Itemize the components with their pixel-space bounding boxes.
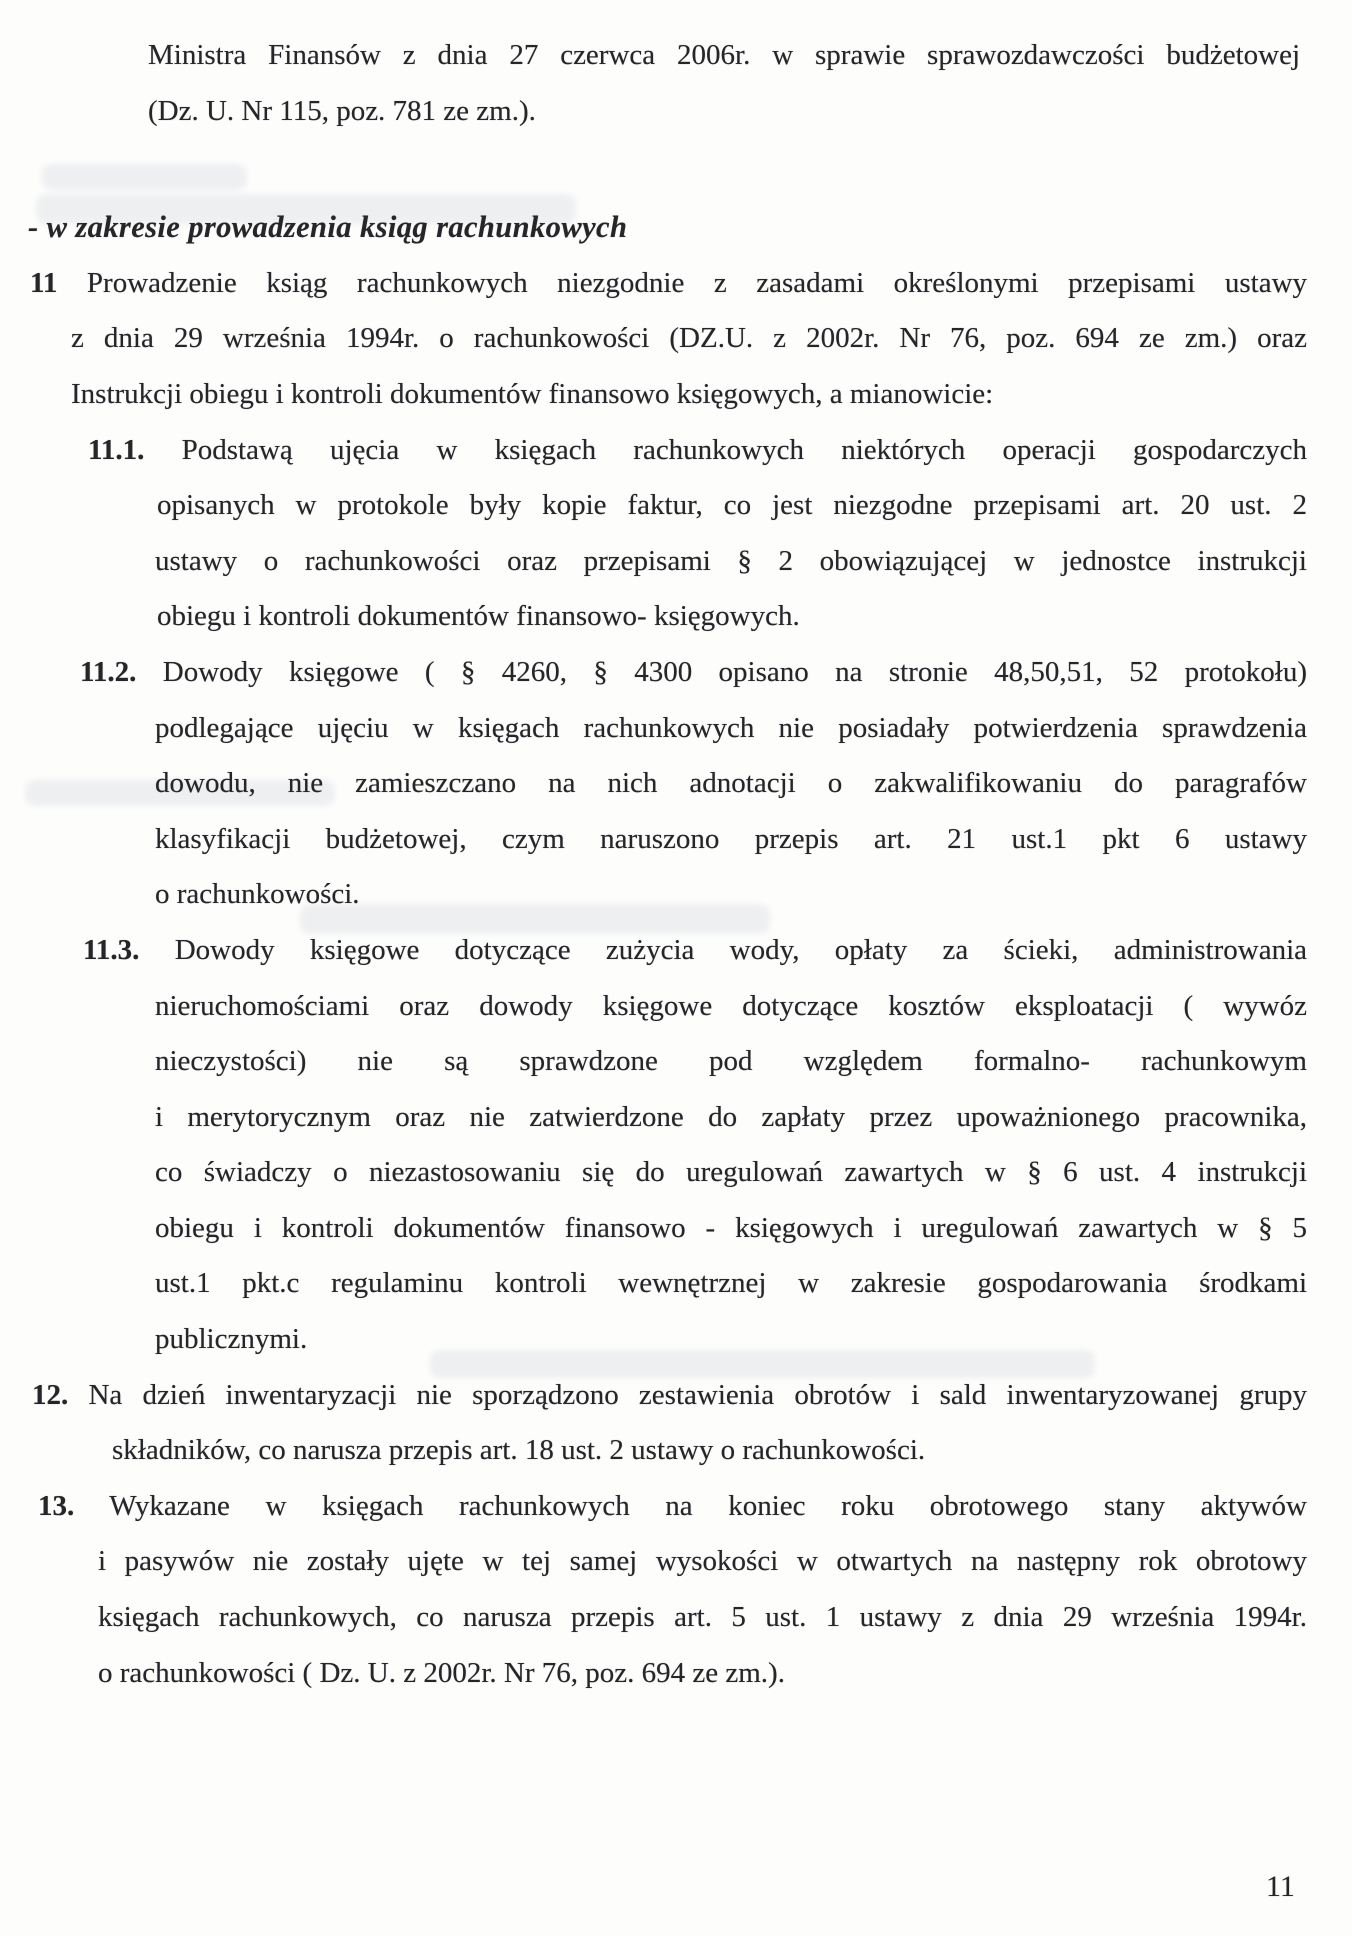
item-11-1-number: 11.1. xyxy=(88,433,145,466)
item-13-line: o rachunkowości ( Dz. U. z 2002r. Nr 76, poz. 694 ze zm.). xyxy=(98,1656,785,1689)
scanned-document-page xyxy=(0,28,1352,1936)
item-11-line xyxy=(30,256,1307,312)
preamble-line: (Dz. U. Nr 115, poz. 781 ze zm.). xyxy=(148,94,536,127)
item-11-1-line: obiegu i kontroli dokumentów finansowo- księgowych. xyxy=(157,600,800,633)
preamble-line: Ministra Finansów z dnia 27 czerwca 2006r. w sprawie sprawozdawczości budżetowej xyxy=(148,39,1300,71)
item-11-2-line: o rachunkowości. xyxy=(155,878,360,911)
item-12-line xyxy=(32,1368,1307,1424)
item-11-2-line: podlegające ujęciu w księgach rachunkowych nie posiadały potwierdzenia sprawdzenia xyxy=(155,711,1307,744)
item-11-3-line: nieczystości) nie są sprawdzone pod względem formalno- rachunkowym xyxy=(155,1045,1307,1078)
item-11-2-number: 11.2. xyxy=(80,655,137,688)
item-11-3-line: nieruchomościami oraz dowody księgowe dotyczące kosztów eksploatacji ( wywóz xyxy=(155,989,1307,1022)
item-11-3-line: i merytorycznym oraz nie zatwierdzone do zapłaty przez upoważnionego pracownika, xyxy=(155,1100,1307,1133)
item-11-1-line: ustawy o rachunkowości oraz przepisami § 2 obowiązującej w jednostce instrukcji xyxy=(155,544,1307,577)
item-11-line: Instrukcji obiegu i kontroli dokumentów finansowo księgowych, a mianowicie: xyxy=(71,377,994,410)
item-11-3-line xyxy=(83,923,1307,979)
document-body xyxy=(0,28,1352,1701)
item-13-text: Wykazane w księgach rachunkowych na koniec roku obrotowego stany aktywów xyxy=(109,1489,1307,1522)
item-11-3-line: co świadczy o niezastosowaniu się do uregulowań zawartych w § 6 ust. 4 instrukcji xyxy=(155,1156,1307,1189)
item-11-2-line xyxy=(80,645,1307,701)
item-11-2-line: klasyfikacji budżetowej, czym naruszono przepis art. 21 ust.1 pkt 6 ustawy xyxy=(155,822,1307,855)
item-11-3-line: ust.1 pkt.c regulaminu kontroli wewnętrznej w zakresie gospodarowania środkami xyxy=(155,1267,1307,1300)
item-11-2-line: dowodu, nie zamieszczano na nich adnotacji o zakwalifikowaniu do paragrafów xyxy=(155,767,1307,800)
item-13-line xyxy=(38,1479,1307,1535)
item-11-line: z dnia 29 września 1994r. o rachunkowości (DZ.U. z 2002r. Nr 76, poz. 694 ze zm.) oraz xyxy=(71,322,1307,355)
item-11-1-line xyxy=(88,423,1307,479)
item-11-3-number: 11.3. xyxy=(83,933,140,966)
page-number: 11 xyxy=(1266,1870,1295,1903)
item-11-1-text: Podstawą ujęcia w księgach rachunkowych niektórych operacji gospodarczych xyxy=(181,433,1307,466)
item-11-2-text: Dowody księgowe ( § 4260, § 4300 opisano na stronie 48,50,51, 52 protokołu) xyxy=(162,655,1308,688)
item-12-line: składników, co narusza przepis art. 18 ust. 2 ustawy o rachunkowości. xyxy=(112,1434,926,1467)
item-11-3-text: Dowody księgowe dotyczące zużycia wody, opłaty za ścieki, administrowania xyxy=(174,933,1308,966)
item-13-line: i pasywów nie zostały ujęte w tej samej wysokości w otwartych na następny rok obrotowy xyxy=(98,1545,1307,1578)
item-13-line: księgach rachunkowych, co narusza przepis art. 5 ust. 1 ustawy z dnia 29 września 1994r. xyxy=(98,1601,1307,1634)
item-11-3-line: obiegu i kontroli dokumentów finansowo - księgowych i uregulowań zawartych w § 5 xyxy=(155,1211,1307,1244)
item-11-number: 11 xyxy=(30,266,58,299)
item-11-3-line: publicznymi. xyxy=(155,1323,308,1356)
item-11-text: Prowadzenie ksiąg rachunkowych niezgodnie z zasadami określonymi przepisami ustawy xyxy=(86,266,1308,299)
item-11-1-line: opisanych w protokole były kopie faktur, co jest niezgodne przepisami art. 20 ust. 2 xyxy=(157,489,1307,522)
item-12-number: 12. xyxy=(32,1378,69,1411)
item-13-number: 13. xyxy=(38,1489,75,1522)
item-12-text: Na dzień inwentaryzacji nie sporządzono zestawienia obrotów i sald inwentaryzowanej grupy xyxy=(88,1378,1307,1411)
section-heading: - w zakresie prowadzenia ksiąg rachunkowych xyxy=(28,210,628,245)
